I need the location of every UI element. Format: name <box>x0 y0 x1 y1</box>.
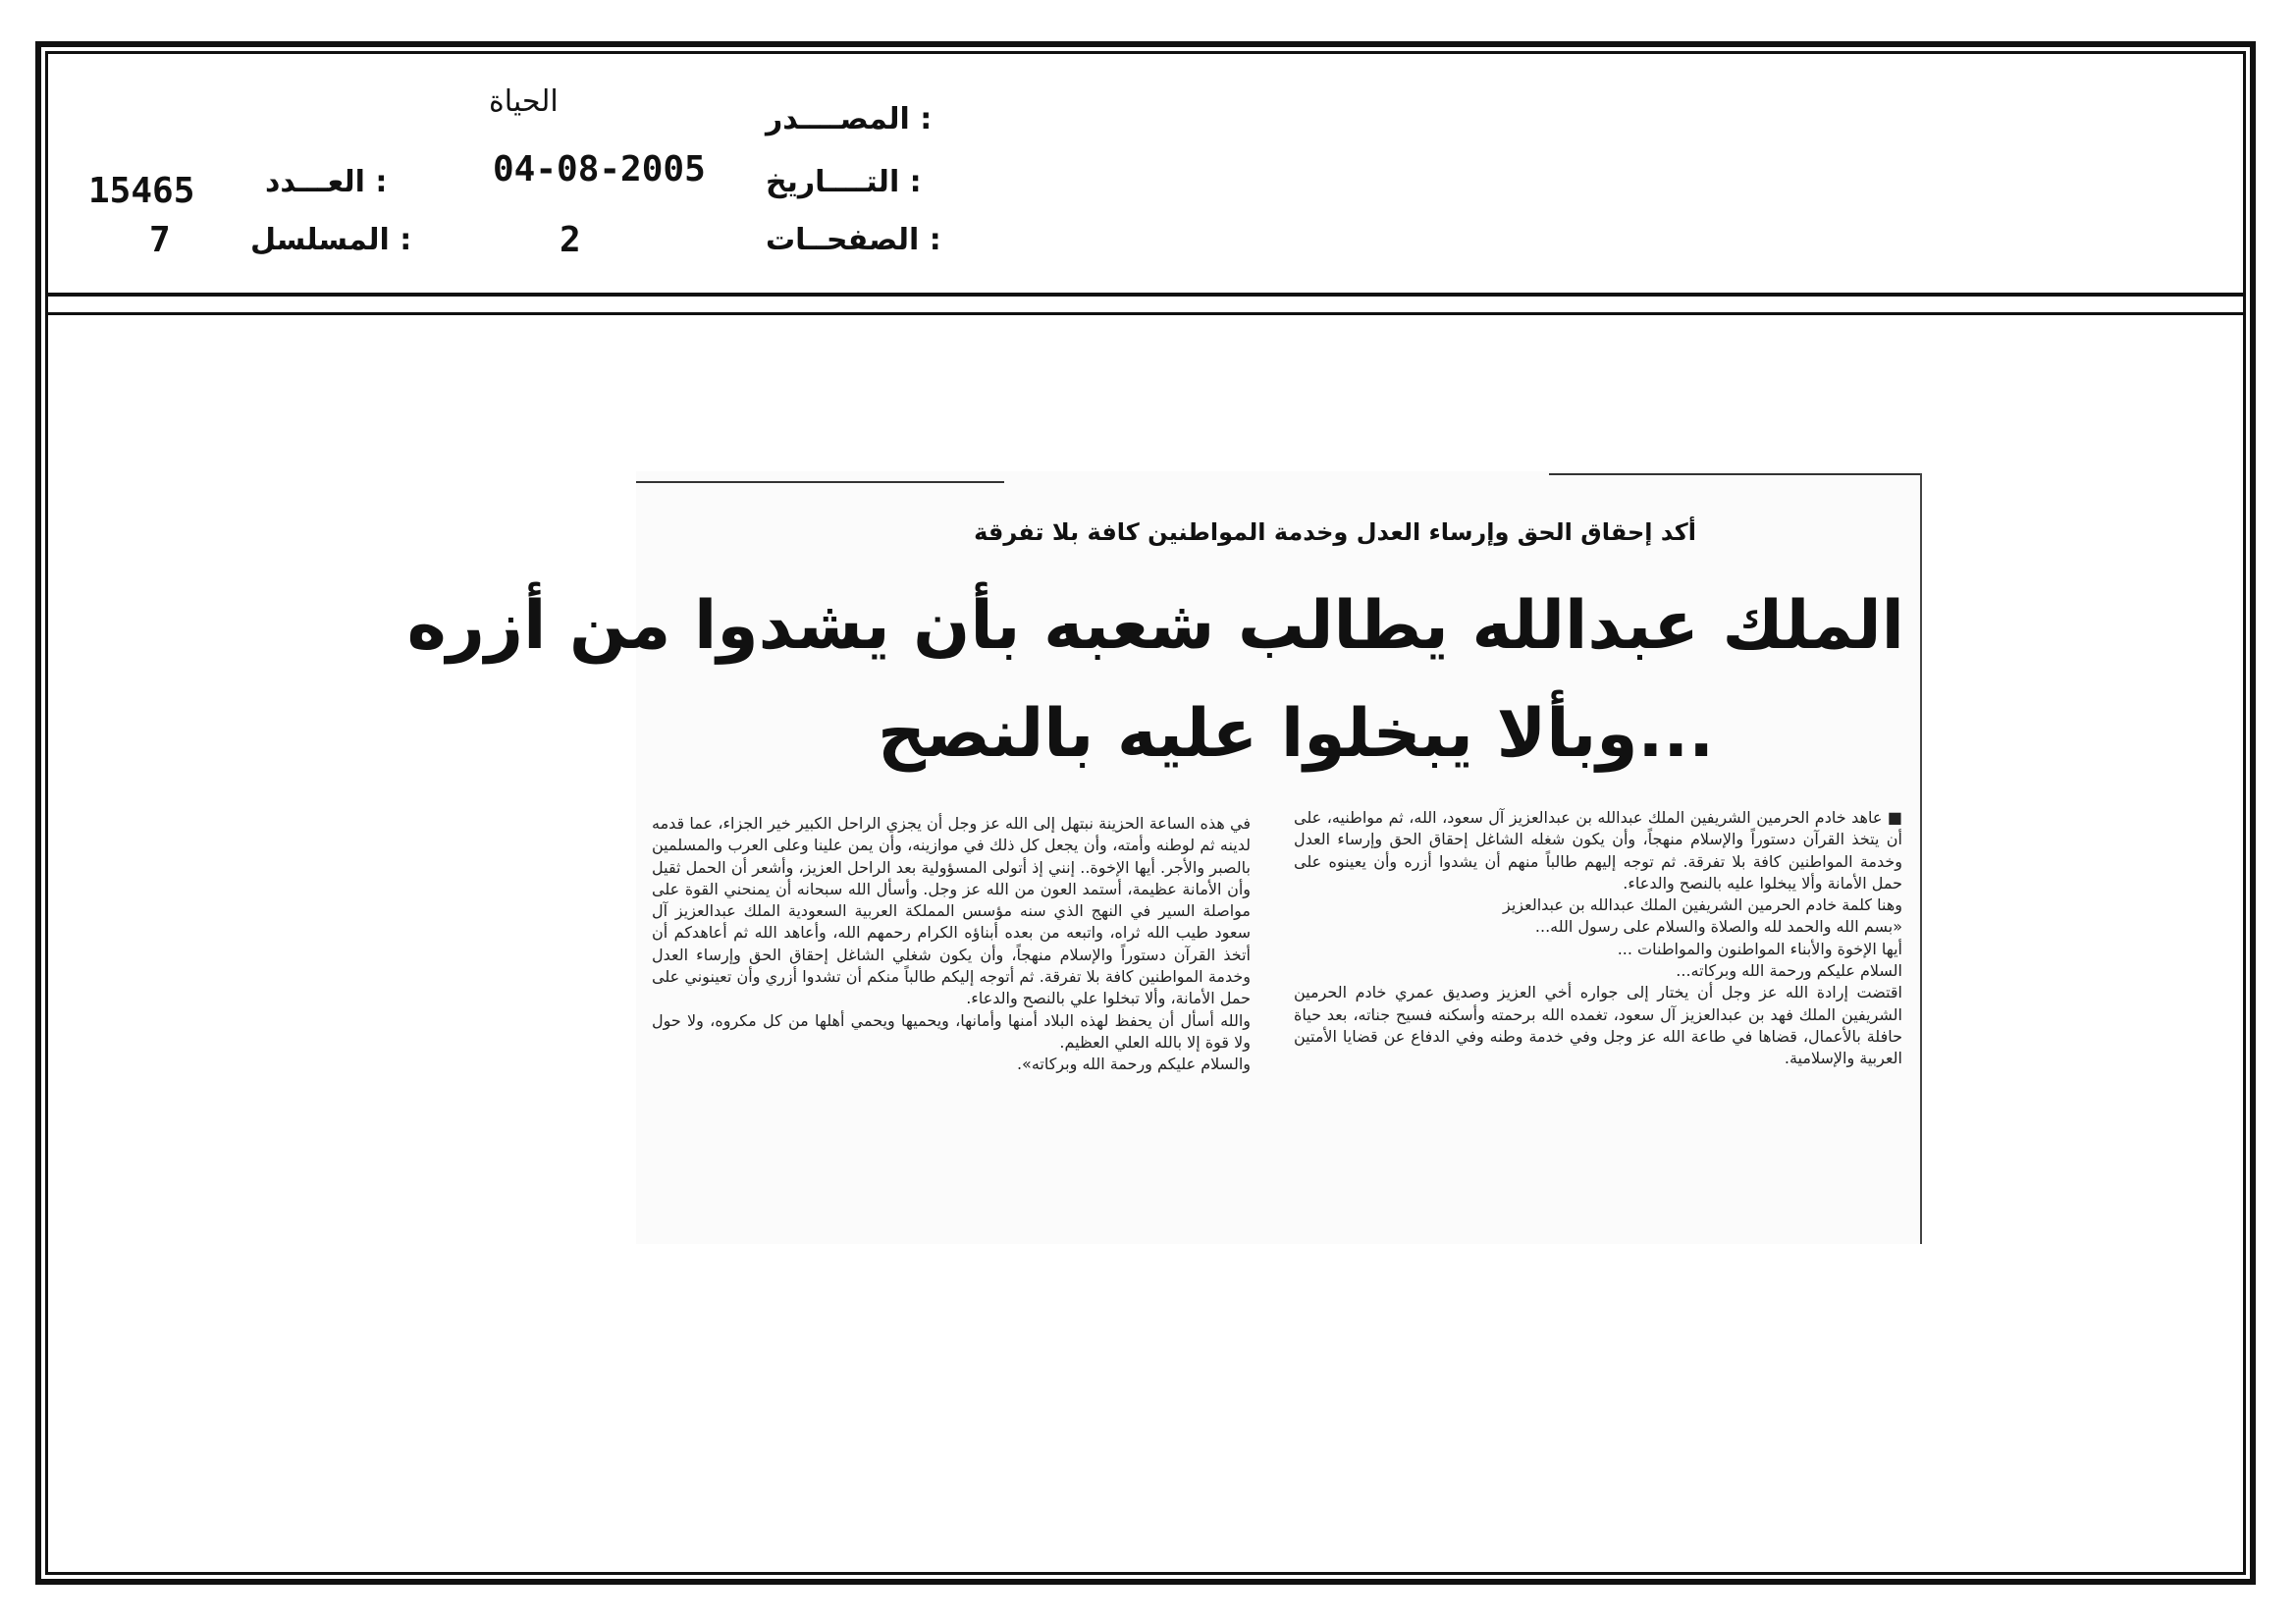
issue-label: العـــدد : <box>265 165 388 199</box>
article-paragraph: «بسم الله والحمد لله والصلاة والسلام على رسول الله... <box>1534 917 1902 937</box>
article-paragraph: في هذه الساعة الحزينة نبتهل إلى الله عز وجل أن يجزي الراحل الكبير خير الجزاء، عما قدمه لدينه ثم لوطنه وأمته، وأن يجعل كل ذلك في موازينه، وأن يمن علينا وعلى العرب والمسلمين بالصبر والأجر. أيها الإخوة.. إنني إذ أتولى المسؤولية بعد الراحل العزيز، وأشعر أن الحمل ثقيل وأن الأمانة عظيمة، أستمد العون من الله عز وجل. وأسأل الله سبحانه أن يمنحني القوة على مواصلة السير في النهج الذي سنه مؤسس المملكة العربية السعودية الملك عبدالعزيز آل سعود طيب الله ثراه، واتبعه من بعده أبناؤه الكرام رحمهم الله، وأعاهد الله ثم أعاهدكم أن أتخذ القرآن دستوراً والإسلام منهجاً، وأن يكون شغلي الشاغل إحقاق الحق وإرساء العدل وخدمة المواطنين كافة بلا تفرقة. ثم أتوجه إليكم طالباً منكم أن تشدوا أزري وأن تعينوني على حمل الأمانة، وألا تبخلوا علي بالنصح والدعاء. <box>652 814 1251 1008</box>
pages-label: الصفحــات : <box>766 223 941 257</box>
header-divider-top <box>45 293 2246 297</box>
article-kicker: أكد إحقاق الحق وإرساء العدل وخدمة المواطنين كافة بلا تفرقة <box>974 518 1696 546</box>
serial-value: 7 <box>149 220 171 260</box>
header-divider-bottom <box>45 312 2246 315</box>
article-paragraph: أيها الإخوة والأبناء المواطنون والمواطنات ... <box>1617 939 1902 958</box>
source-label: المصــــدر : <box>766 102 933 136</box>
article-column-left <box>652 813 1251 1076</box>
clipping-top-rule-right <box>1549 473 1922 475</box>
date-value: 04-08-2005 <box>493 149 706 189</box>
clipping-top-rule-left <box>636 481 1004 483</box>
serial-label: المسلسل : <box>250 223 412 257</box>
article-paragraph: ■ عاهد خادم الحرمين الشريفين الملك عبدالله بن عبدالعزيز آل سعود، الله، ثم مواطنيه، على أن يتخذ القرآن دستوراً والإسلام منهجاً، وأن يكون شغله الشاغل إحقاق الحق وإرساء العدل وخدمة المواطنين كافة بلا تفرقة. ثم توجه إليهم طالباً منهم أن يشدوا أزره وأن يعينوه على حمل الأمانة وألا يبخلوا عليه بالنصح والدعاء. <box>1294 808 1902 893</box>
article-headline-line2: ...وبألا يبخلوا عليه بالنصح <box>877 695 1715 773</box>
article-column-right <box>1294 807 1902 1070</box>
article-paragraph: وهنا كلمة خادم الحرمين الشريفين الملك عبدالله بن عبدالعزيز <box>1503 895 1902 915</box>
clipping-right-edge <box>1920 473 1922 1244</box>
date-label: التــــاريخ : <box>766 165 922 199</box>
article-paragraph: والله أسأل أن يحفظ لهذه البلاد أمنها وأمانها، ويحميها ويحمي أهلها من كل مكروه، ولا حول ولا قوة إلا بالله العلي العظيم. <box>652 1010 1251 1052</box>
article-paragraph: السلام عليكم ورحمة الله وبركاته... <box>1676 961 1902 981</box>
article-headline-line1: الملك عبدالله يطالب شعبه بأن يشدوا من أزره <box>406 587 1904 665</box>
pages-value: 2 <box>560 220 581 260</box>
article-paragraph: اقتضت إرادة الله عز وجل أن يختار إلى جواره أخي العزيز وصديق عمري خادم الحرمين الشريفين الملك فهد بن عبدالعزيز آل سعود، تغمده الله برحمته وأسكنه فسيح جناته، بعد حياة حافلة بالأعمال، قضاها في طاعة الله عز وجل وفي خدمة وطنه وفي الدفاع عن قضايا الأمتين العربية والإسلامية. <box>1294 983 1902 1068</box>
source-value: الحياة <box>489 84 559 119</box>
issue-value: 15465 <box>88 171 195 211</box>
article-paragraph: والسلام عليكم ورحمة الله وبركاته». <box>1016 1055 1251 1074</box>
